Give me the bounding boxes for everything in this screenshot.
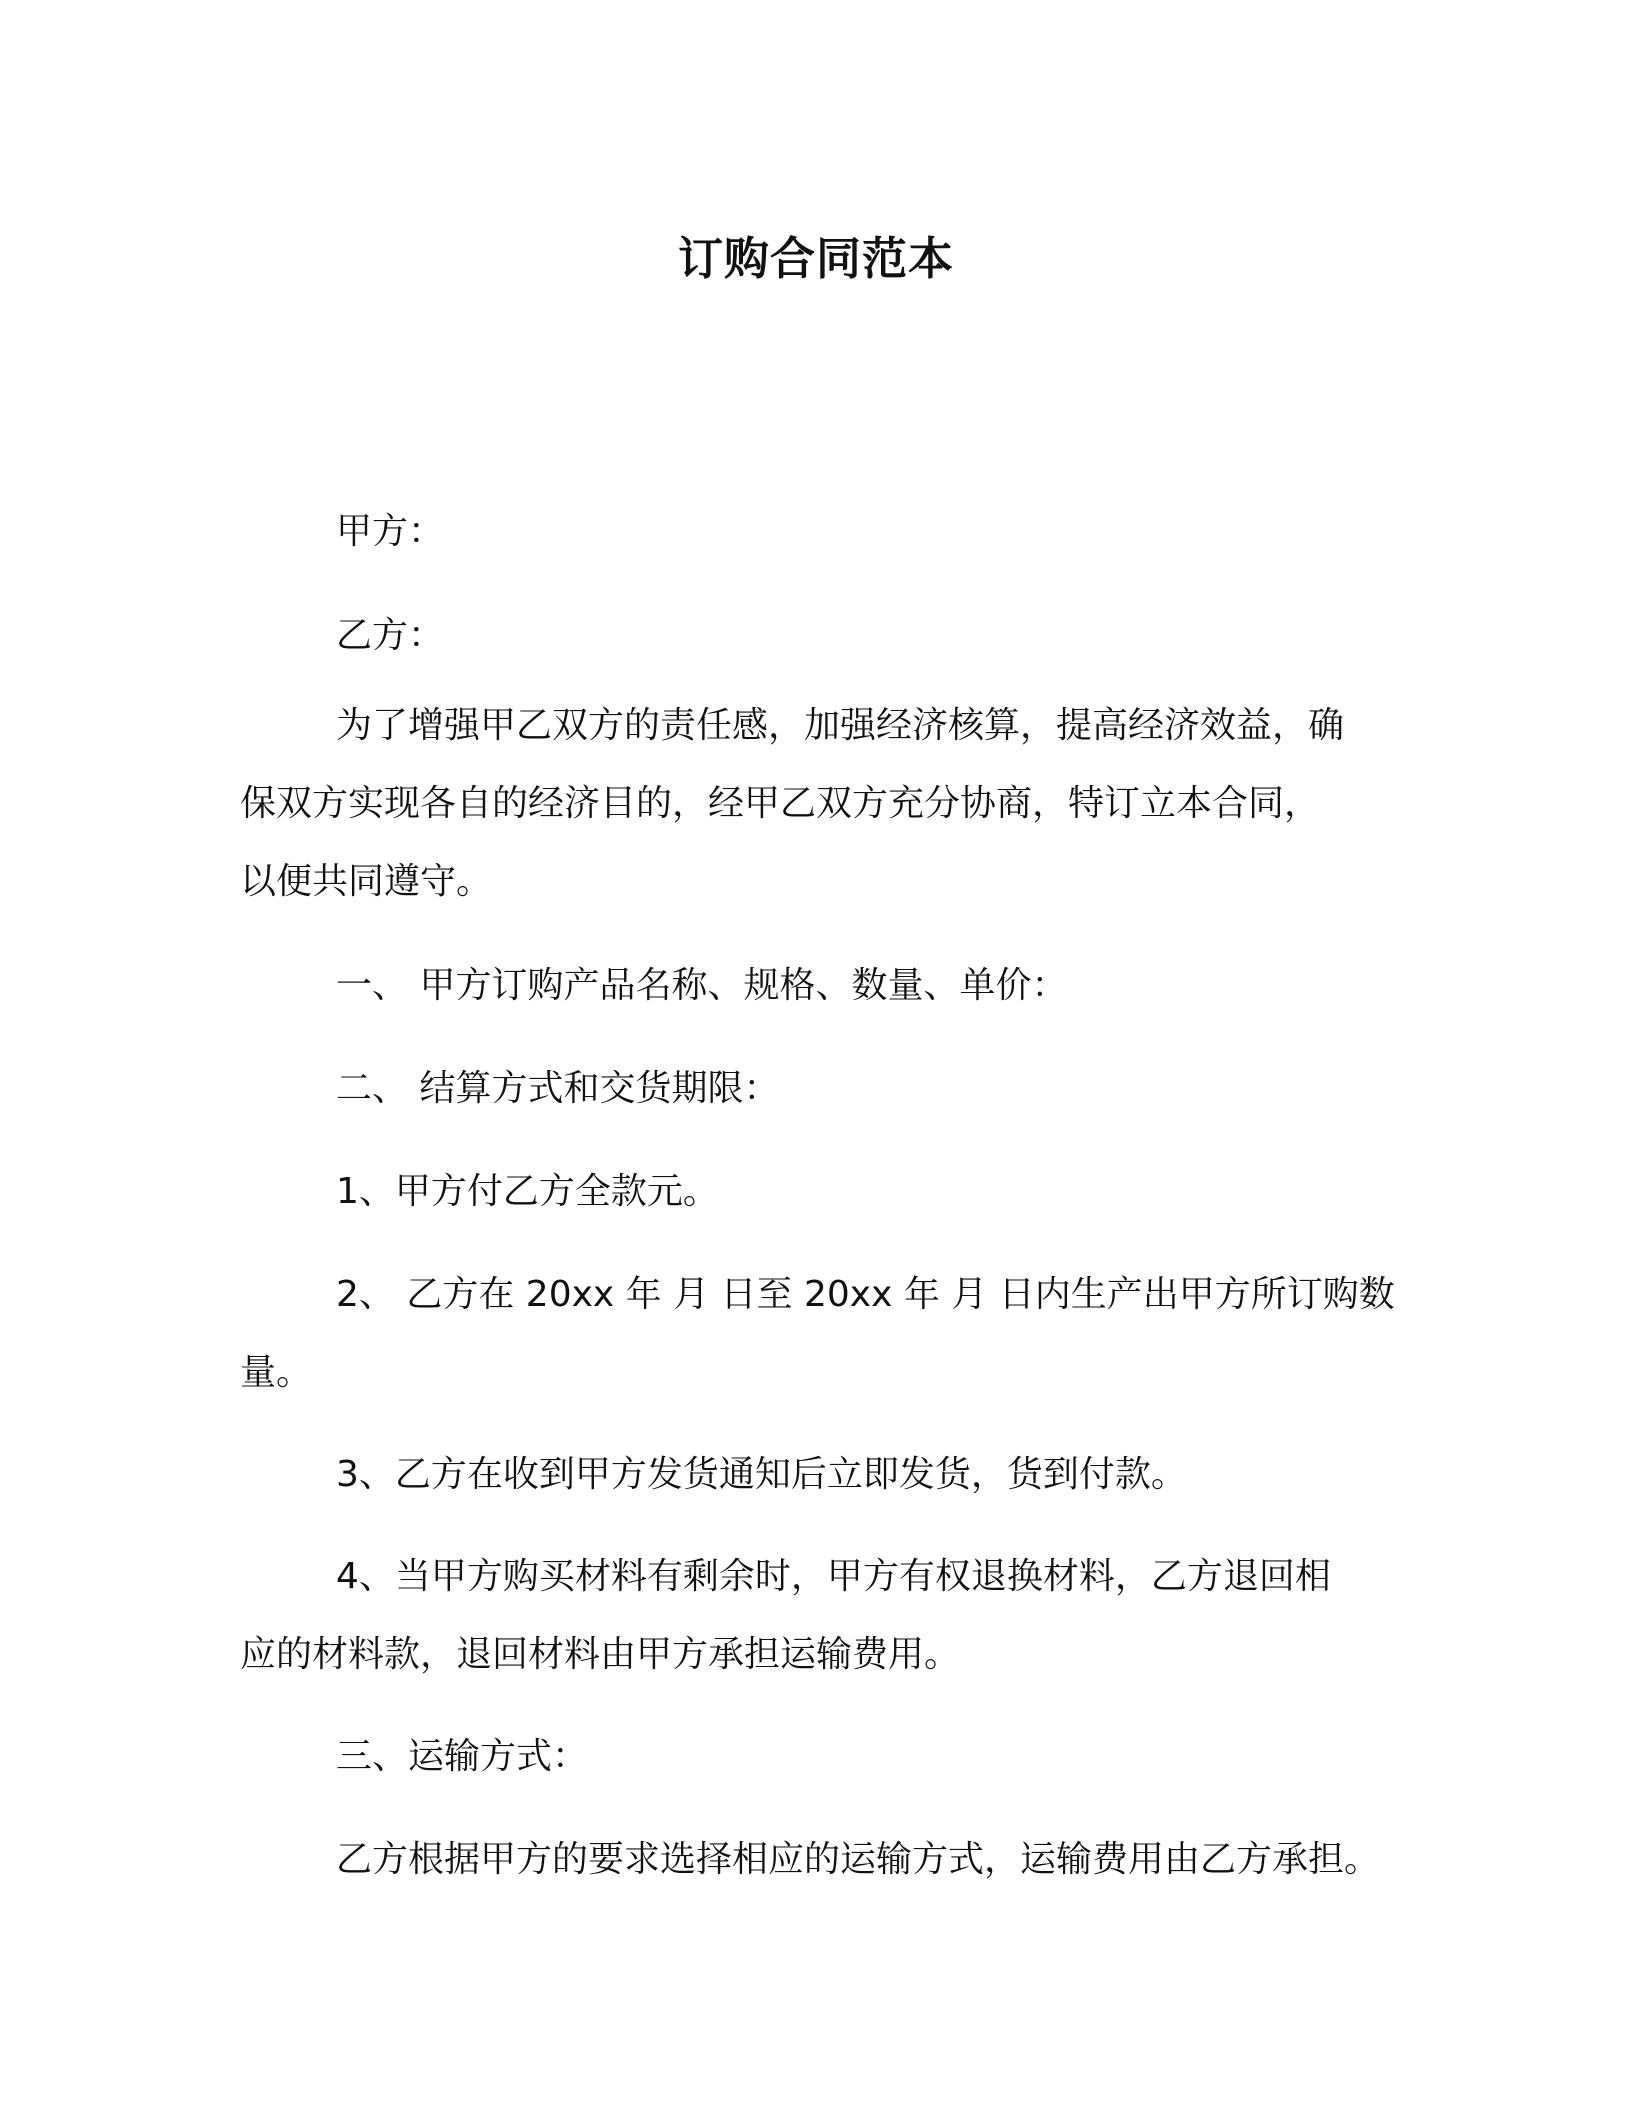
item-2-line-2: 量。 — [240, 1352, 313, 1393]
party-b-line — [240, 597, 1390, 675]
transport-text: 乙方根据甲方的要求选择相应的运输方式，运输费用由乙方承担。 — [336, 1839, 1381, 1880]
document-title: 订购合同范本 — [677, 232, 954, 285]
section-3-heading — [240, 1718, 1390, 1796]
section-2-text: 二、 结算方式和交货期限： — [336, 1068, 780, 1109]
item-2-line-1: 2、 乙方在 20xx 年 月 日至 20xx 年 月 日内生产出甲方所订购数 — [336, 1274, 1395, 1315]
party-b-label: 乙方： — [336, 615, 445, 656]
intro-line-1: 为了增强甲乙双方的责任感，加强经济核算，提高经济效益，确 — [336, 705, 1345, 746]
item-4-line-1: 4、当甲方购买材料有剩余时，甲方有权退换材料，乙方退回相 — [336, 1556, 1331, 1597]
item-2 — [240, 1256, 1395, 1412]
item-1 — [240, 1153, 1390, 1231]
intro-line-2: 保双方实现各自的经济目的，经甲乙双方充分协商，特订立本合同， — [240, 783, 1321, 824]
intro-paragraph — [240, 687, 1390, 921]
section-1-text: 一、 甲方订购产品名称、规格、数量、单价： — [336, 965, 1068, 1006]
item-3-text: 3、乙方在收到甲方发货通知后立即发货，货到付款。 — [336, 1454, 1187, 1495]
transport-paragraph — [240, 1821, 1390, 1899]
party-a-label: 甲方： — [336, 511, 445, 552]
item-4-line-2: 应的材料款，退回材料由甲方承担运输费用。 — [240, 1634, 961, 1675]
party-a-line — [240, 493, 1390, 571]
item-4 — [240, 1538, 1390, 1694]
section-3-text: 三、运输方式： — [336, 1736, 589, 1777]
item-1-text: 1、甲方付乙方全款元。 — [336, 1171, 719, 1212]
section-2-heading — [240, 1050, 1390, 1128]
item-3 — [240, 1436, 1390, 1514]
intro-line-3: 以便共同遵守。 — [240, 861, 493, 902]
section-1-heading — [240, 947, 1390, 1025]
